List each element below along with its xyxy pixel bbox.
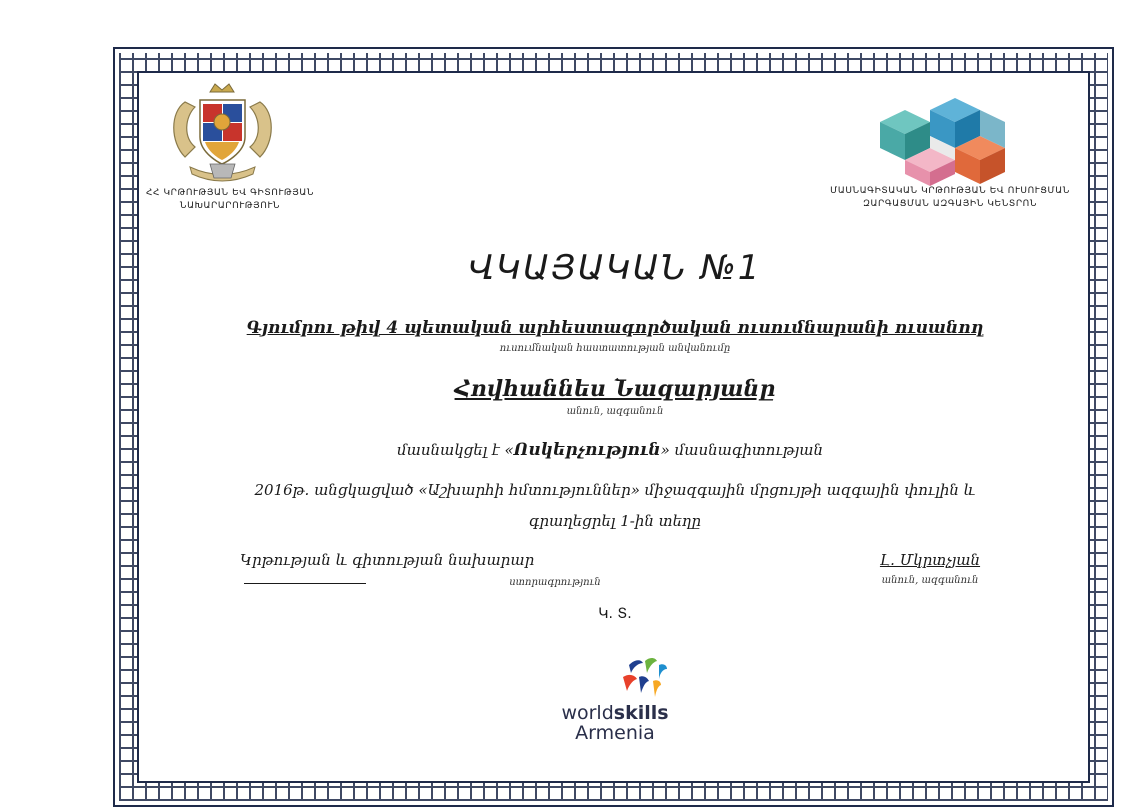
institution-caption: ուսումնական հաստատության անվանումը (499, 343, 731, 354)
participation-line (260, 440, 960, 460)
signature-caption: ստորագրություն (509, 577, 601, 588)
institution-name: Գյումրու թիվ 4 պետական արհեստագործական ուսումնարանի ուսանող (246, 318, 984, 338)
coat-of-arms-icon (165, 82, 280, 192)
place-line: գրաղեցրել 1-ին տեղը (528, 512, 702, 530)
vet-center-name-line1: ՄԱՍՆԱԳԻՏԱԿԱՆ ԿՐԹՈՒԹՅԱՆ ԵՎ ՈՒՍՈՒՑՄԱՆ (830, 186, 1070, 196)
ministry-name-line1: ՀՀ ԿՐԹՈՒԹՅԱՆ ԵՎ ԳԻՏՈՒԹՅԱՆ (145, 188, 315, 198)
specialty-name: Ոսկերչություն (513, 440, 661, 460)
worldskills-word-light: world (561, 702, 614, 724)
participation-suffix: » մասնագիտության (660, 441, 824, 459)
worldskills-logo-text (555, 703, 675, 743)
worldskills-icon (615, 655, 670, 703)
certificate-title: ՎԿԱՅԱԿԱՆ №1 (468, 248, 762, 288)
worldskills-word-bold: skills (613, 702, 669, 724)
vet-center-name-line2: ԶԱՐԳԱՑՄԱՆ ԱԶԳԱՅԻՆ ԿԵՆՏՐՈՆ (862, 199, 1038, 209)
seal-mark: Կ. Տ. (598, 606, 632, 622)
ministry-name-line2: ՆԱԽԱՐԱՐՈՒԹՅՈՒՆ (179, 201, 281, 211)
signer-name: Լ. Մկրտչյան (879, 551, 981, 569)
participation-prefix: մասնակցել է « (396, 441, 514, 459)
recipient-name: Հովհաննես Նազարյանը (454, 376, 776, 402)
minister-label: Կրթության և գիտության նախարար (240, 551, 535, 569)
vet-center-name (830, 185, 1070, 211)
worldskills-country: Armenia (575, 722, 655, 744)
colored-cubes-logo-icon (875, 92, 1015, 187)
ministry-name (140, 187, 320, 213)
signer-caption: անուն, ազգանուն (881, 575, 979, 586)
competition-line: 2016թ. անցկացված «Աշխարհի հմտություններ» միջազգային մրցույթի ազգային փուլին և (254, 481, 976, 499)
signature-line (244, 569, 366, 584)
name-caption: անուն, ազգանուն (566, 406, 664, 417)
